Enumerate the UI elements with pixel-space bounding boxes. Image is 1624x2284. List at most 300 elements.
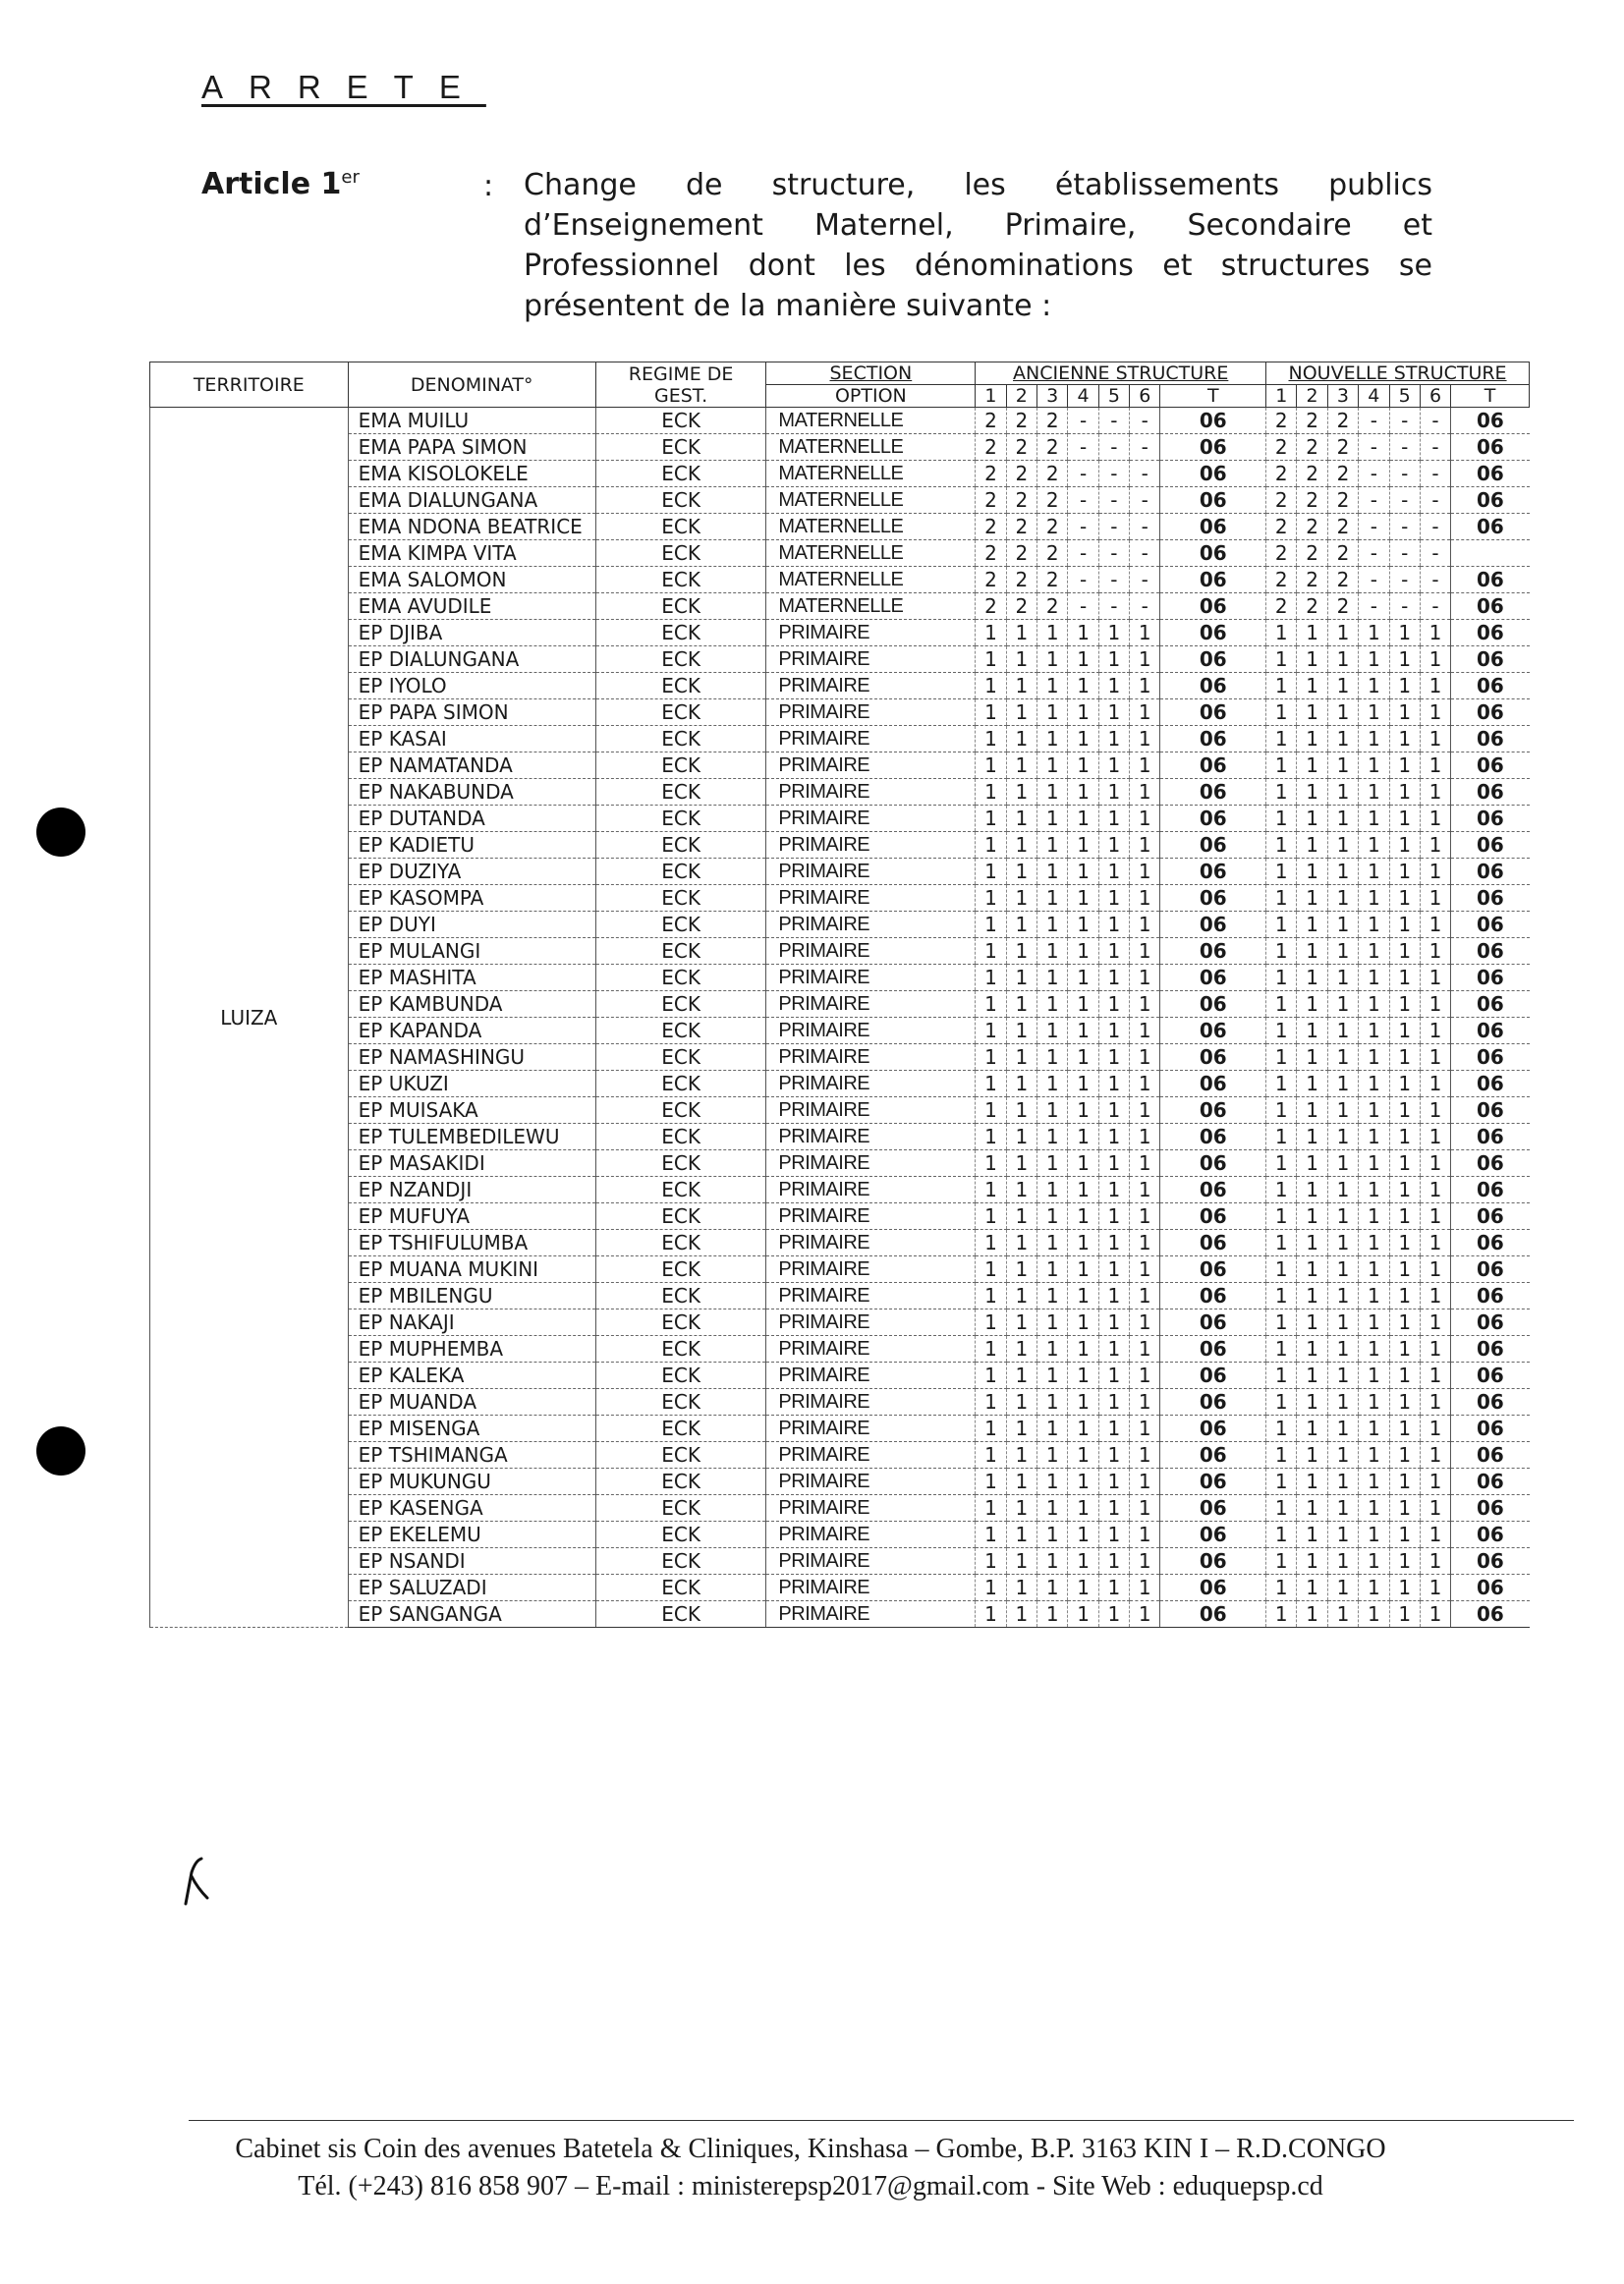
- old-level-cell: 1: [1098, 991, 1129, 1018]
- section-cell: MATERNELLE: [766, 514, 976, 540]
- new-level-cell: -: [1389, 593, 1420, 620]
- new-total-cell: [1451, 540, 1530, 567]
- old-level-cell: 1: [1037, 673, 1068, 699]
- old-level-cell: 1: [976, 620, 1006, 646]
- new-level-cell: 1: [1359, 646, 1389, 673]
- old-level-cell: 1: [1006, 1442, 1036, 1469]
- regime-cell: ECK: [595, 1442, 766, 1469]
- old-level-cell: 1: [1130, 1018, 1160, 1044]
- old-level-cell: 1: [976, 938, 1006, 965]
- old-level-cell: 1: [1130, 1389, 1160, 1416]
- school-name-cell: EP DJIBA: [348, 620, 595, 646]
- table-row: [150, 1575, 1530, 1601]
- new-level-cell: 1: [1266, 779, 1297, 806]
- new-level-cell: 1: [1297, 1124, 1327, 1150]
- new-level-cell: 1: [1266, 912, 1297, 938]
- old-level-cell: 1: [1068, 1230, 1098, 1256]
- old-level-cell: 1: [1098, 673, 1129, 699]
- old-total-cell: 06: [1160, 1283, 1266, 1309]
- header-new-col-6: 6: [1420, 385, 1450, 408]
- new-level-cell: 1: [1297, 1495, 1327, 1522]
- old-level-cell: 1: [1006, 1044, 1036, 1071]
- new-level-cell: 1: [1297, 699, 1327, 726]
- new-level-cell: -: [1389, 408, 1420, 434]
- old-level-cell: 1: [1098, 1522, 1129, 1548]
- new-level-cell: 1: [1389, 938, 1420, 965]
- old-level-cell: 2: [976, 461, 1006, 487]
- new-level-cell: 1: [1420, 1575, 1450, 1601]
- regime-cell: ECK: [595, 1018, 766, 1044]
- regime-cell: ECK: [595, 1203, 766, 1230]
- section-cell: PRIMAIRE: [766, 1230, 976, 1256]
- section-cell: PRIMAIRE: [766, 1495, 976, 1522]
- school-name-cell: EP MBILENGU: [348, 1283, 595, 1309]
- new-level-cell: 1: [1389, 1416, 1420, 1442]
- old-level-cell: 2: [1006, 567, 1036, 593]
- new-level-cell: 1: [1420, 1044, 1450, 1071]
- old-level-cell: 1: [1068, 938, 1098, 965]
- school-name-cell: EP KAMBUNDA: [348, 991, 595, 1018]
- table-row: [150, 832, 1530, 859]
- old-level-cell: 1: [1130, 1203, 1160, 1230]
- new-level-cell: 1: [1327, 1309, 1358, 1336]
- new-level-cell: 1: [1327, 1230, 1358, 1256]
- table-row: [150, 726, 1530, 752]
- old-level-cell: 1: [976, 726, 1006, 752]
- new-level-cell: 1: [1266, 1522, 1297, 1548]
- old-level-cell: 1: [1068, 779, 1098, 806]
- new-level-cell: 1: [1420, 726, 1450, 752]
- new-level-cell: 1: [1327, 912, 1358, 938]
- section-cell: PRIMAIRE: [766, 1363, 976, 1389]
- old-level-cell: 1: [976, 1575, 1006, 1601]
- regime-cell: ECK: [595, 1309, 766, 1336]
- section-cell: PRIMAIRE: [766, 1071, 976, 1097]
- old-level-cell: 1: [1037, 1203, 1068, 1230]
- new-level-cell: 1: [1420, 1124, 1450, 1150]
- section-cell: PRIMAIRE: [766, 832, 976, 859]
- school-name-cell: EP KASENGA: [348, 1495, 595, 1522]
- old-level-cell: 1: [1006, 1416, 1036, 1442]
- old-level-cell: -: [1098, 567, 1129, 593]
- section-cell: PRIMAIRE: [766, 620, 976, 646]
- new-level-cell: 1: [1420, 1097, 1450, 1124]
- table-row: [150, 434, 1530, 461]
- old-level-cell: -: [1068, 461, 1098, 487]
- school-name-cell: EP EKELEMU: [348, 1522, 595, 1548]
- new-level-cell: -: [1389, 567, 1420, 593]
- old-level-cell: 1: [1068, 673, 1098, 699]
- old-total-cell: 06: [1160, 1124, 1266, 1150]
- new-level-cell: 1: [1420, 1363, 1450, 1389]
- new-level-cell: 2: [1266, 593, 1297, 620]
- old-total-cell: 06: [1160, 1018, 1266, 1044]
- table-row: [150, 885, 1530, 912]
- old-level-cell: 1: [976, 779, 1006, 806]
- new-total-cell: 06: [1451, 752, 1530, 779]
- old-level-cell: 1: [1037, 1389, 1068, 1416]
- new-level-cell: 2: [1266, 408, 1297, 434]
- old-level-cell: 1: [976, 1177, 1006, 1203]
- old-level-cell: -: [1130, 434, 1160, 461]
- new-level-cell: -: [1389, 487, 1420, 514]
- old-total-cell: 06: [1160, 1177, 1266, 1203]
- new-level-cell: 1: [1359, 620, 1389, 646]
- old-level-cell: 1: [1068, 859, 1098, 885]
- new-level-cell: -: [1359, 461, 1389, 487]
- new-total-cell: 06: [1451, 673, 1530, 699]
- old-level-cell: 1: [1037, 1044, 1068, 1071]
- new-total-cell: 06: [1451, 885, 1530, 912]
- old-level-cell: 1: [1130, 938, 1160, 965]
- new-level-cell: 1: [1297, 646, 1327, 673]
- new-level-cell: 1: [1359, 726, 1389, 752]
- old-total-cell: 06: [1160, 1336, 1266, 1363]
- new-total-cell: 06: [1451, 567, 1530, 593]
- new-level-cell: 1: [1327, 673, 1358, 699]
- new-level-cell: 1: [1359, 699, 1389, 726]
- new-total-cell: 06: [1451, 938, 1530, 965]
- new-level-cell: 1: [1359, 1469, 1389, 1495]
- regime-cell: ECK: [595, 1469, 766, 1495]
- old-total-cell: 06: [1160, 1309, 1266, 1336]
- regime-cell: ECK: [595, 1230, 766, 1256]
- table-row: [150, 699, 1530, 726]
- section-cell: PRIMAIRE: [766, 938, 976, 965]
- new-level-cell: -: [1359, 540, 1389, 567]
- old-level-cell: 1: [976, 1283, 1006, 1309]
- school-name-cell: EP MUKUNGU: [348, 1469, 595, 1495]
- school-name-cell: EP NSANDI: [348, 1548, 595, 1575]
- new-level-cell: 1: [1359, 1601, 1389, 1628]
- old-level-cell: 1: [1006, 1150, 1036, 1177]
- section-cell: MATERNELLE: [766, 567, 976, 593]
- new-level-cell: 1: [1327, 779, 1358, 806]
- regime-cell: ECK: [595, 752, 766, 779]
- new-level-cell: 1: [1420, 991, 1450, 1018]
- old-level-cell: 1: [1006, 1309, 1036, 1336]
- old-level-cell: -: [1098, 487, 1129, 514]
- old-total-cell: 06: [1160, 1442, 1266, 1469]
- old-level-cell: 1: [1098, 1256, 1129, 1283]
- old-total-cell: 06: [1160, 1522, 1266, 1548]
- new-level-cell: 1: [1297, 1203, 1327, 1230]
- new-level-cell: 1: [1420, 832, 1450, 859]
- old-level-cell: 1: [1130, 806, 1160, 832]
- new-level-cell: 2: [1297, 567, 1327, 593]
- old-level-cell: 1: [1130, 779, 1160, 806]
- new-level-cell: 1: [1420, 1601, 1450, 1628]
- old-level-cell: 1: [1037, 646, 1068, 673]
- new-total-cell: 06: [1451, 1177, 1530, 1203]
- school-name-cell: EMA AVUDILE: [348, 593, 595, 620]
- school-name-cell: EMA PAPA SIMON: [348, 434, 595, 461]
- new-total-cell: 06: [1451, 1071, 1530, 1097]
- table-row: [150, 1124, 1530, 1150]
- old-total-cell: 06: [1160, 1469, 1266, 1495]
- section-cell: PRIMAIRE: [766, 1124, 976, 1150]
- new-total-cell: 06: [1451, 1601, 1530, 1628]
- new-level-cell: 2: [1266, 514, 1297, 540]
- old-level-cell: 1: [1098, 1071, 1129, 1097]
- section-cell: PRIMAIRE: [766, 646, 976, 673]
- new-level-cell: 1: [1297, 1071, 1327, 1097]
- old-level-cell: 1: [976, 1601, 1006, 1628]
- old-level-cell: 1: [976, 1018, 1006, 1044]
- old-level-cell: 1: [1037, 1416, 1068, 1442]
- binder-hole-1: [36, 808, 85, 857]
- new-level-cell: 1: [1327, 1071, 1358, 1097]
- old-level-cell: 2: [1006, 434, 1036, 461]
- old-level-cell: 1: [1098, 912, 1129, 938]
- table-row: [150, 514, 1530, 540]
- new-level-cell: 1: [1297, 859, 1327, 885]
- section-cell: PRIMAIRE: [766, 1601, 976, 1628]
- new-level-cell: 1: [1420, 620, 1450, 646]
- old-level-cell: 1: [1130, 1522, 1160, 1548]
- old-level-cell: 1: [1006, 938, 1036, 965]
- old-total-cell: 06: [1160, 938, 1266, 965]
- new-level-cell: 1: [1359, 1442, 1389, 1469]
- old-level-cell: 1: [976, 1309, 1006, 1336]
- old-level-cell: 1: [1037, 1097, 1068, 1124]
- footer-address: Cabinet sis Coin des avenues Batetela & Cliniques, Kinshasa – Gombe, B.P. 3163 KIN I – R.D.CONGO: [235, 2134, 1386, 2164]
- old-level-cell: 1: [976, 1230, 1006, 1256]
- old-level-cell: 2: [1006, 540, 1036, 567]
- old-level-cell: 1: [1006, 1389, 1036, 1416]
- old-level-cell: 1: [1130, 1416, 1160, 1442]
- new-level-cell: -: [1420, 434, 1450, 461]
- new-total-cell: 06: [1451, 434, 1530, 461]
- new-level-cell: 1: [1327, 752, 1358, 779]
- new-level-cell: 1: [1297, 885, 1327, 912]
- new-level-cell: 1: [1420, 912, 1450, 938]
- new-level-cell: 1: [1420, 885, 1450, 912]
- old-level-cell: 1: [1037, 1442, 1068, 1469]
- new-level-cell: 1: [1389, 832, 1420, 859]
- old-level-cell: -: [1130, 540, 1160, 567]
- regime-cell: ECK: [595, 1177, 766, 1203]
- new-level-cell: 1: [1420, 1203, 1450, 1230]
- old-level-cell: 1: [1068, 806, 1098, 832]
- old-level-cell: -: [1098, 434, 1129, 461]
- old-level-cell: 1: [1130, 965, 1160, 991]
- old-level-cell: 1: [1068, 1389, 1098, 1416]
- new-level-cell: 1: [1389, 859, 1420, 885]
- regime-cell: ECK: [595, 514, 766, 540]
- old-level-cell: -: [1130, 567, 1160, 593]
- new-level-cell: 1: [1389, 1097, 1420, 1124]
- new-level-cell: 1: [1327, 1575, 1358, 1601]
- old-level-cell: 1: [976, 1442, 1006, 1469]
- new-level-cell: 1: [1327, 859, 1358, 885]
- old-level-cell: 1: [1130, 1177, 1160, 1203]
- new-level-cell: 1: [1297, 991, 1327, 1018]
- new-level-cell: 1: [1420, 965, 1450, 991]
- new-level-cell: -: [1389, 434, 1420, 461]
- new-level-cell: 1: [1420, 1389, 1450, 1416]
- table-body: [150, 408, 1530, 1628]
- old-level-cell: 1: [1068, 1416, 1098, 1442]
- new-level-cell: 1: [1389, 1071, 1420, 1097]
- old-level-cell: 1: [1037, 1283, 1068, 1309]
- section-cell: PRIMAIRE: [766, 991, 976, 1018]
- old-level-cell: 1: [1006, 620, 1036, 646]
- new-level-cell: 1: [1327, 1044, 1358, 1071]
- section-cell: PRIMAIRE: [766, 726, 976, 752]
- footer-contact: Tél. (+243) 816 858 907 – E-mail : ministerepsp2017@gmail.com - Site Web : eduquepsp.cd: [298, 2171, 1323, 2201]
- old-level-cell: 1: [976, 1522, 1006, 1548]
- old-total-cell: 06: [1160, 567, 1266, 593]
- old-level-cell: 2: [976, 487, 1006, 514]
- new-level-cell: 1: [1359, 832, 1389, 859]
- old-level-cell: 1: [1098, 1495, 1129, 1522]
- new-level-cell: 1: [1389, 912, 1420, 938]
- table-row: [150, 1416, 1530, 1442]
- new-level-cell: 1: [1266, 1230, 1297, 1256]
- regime-cell: ECK: [595, 646, 766, 673]
- new-level-cell: 1: [1327, 620, 1358, 646]
- new-level-cell: 2: [1327, 461, 1358, 487]
- school-name-cell: EP SANGANGA: [348, 1601, 595, 1628]
- old-level-cell: 1: [1098, 1203, 1129, 1230]
- section-cell: PRIMAIRE: [766, 1150, 976, 1177]
- old-level-cell: 1: [1037, 1177, 1068, 1203]
- new-level-cell: 1: [1266, 1309, 1297, 1336]
- new-level-cell: 1: [1266, 620, 1297, 646]
- new-level-cell: 1: [1389, 965, 1420, 991]
- new-level-cell: -: [1389, 540, 1420, 567]
- school-name-cell: EP TSHIFULUMBA: [348, 1230, 595, 1256]
- new-level-cell: 1: [1266, 646, 1297, 673]
- table-row: [150, 540, 1530, 567]
- table-row: [150, 620, 1530, 646]
- new-level-cell: 1: [1297, 1389, 1327, 1416]
- old-level-cell: 1: [1006, 726, 1036, 752]
- new-level-cell: 1: [1266, 1124, 1297, 1150]
- new-level-cell: 2: [1327, 593, 1358, 620]
- binder-hole-2: [36, 1426, 85, 1476]
- old-level-cell: -: [1068, 434, 1098, 461]
- old-level-cell: 1: [1068, 1336, 1098, 1363]
- old-level-cell: -: [1068, 567, 1098, 593]
- new-level-cell: 2: [1297, 434, 1327, 461]
- new-level-cell: 1: [1266, 1469, 1297, 1495]
- new-total-cell: 06: [1451, 806, 1530, 832]
- old-level-cell: 1: [1006, 1203, 1036, 1230]
- new-level-cell: 1: [1266, 1363, 1297, 1389]
- new-level-cell: 1: [1359, 1309, 1389, 1336]
- school-name-cell: EP MASHITA: [348, 965, 595, 991]
- table-row: [150, 1389, 1530, 1416]
- new-level-cell: 1: [1297, 1309, 1327, 1336]
- table-row: [150, 1283, 1530, 1309]
- old-level-cell: 1: [1130, 673, 1160, 699]
- old-level-cell: 1: [1006, 752, 1036, 779]
- school-name-cell: EP MUFUYA: [348, 1203, 595, 1230]
- old-level-cell: 1: [1098, 1177, 1129, 1203]
- old-level-cell: 2: [1037, 514, 1068, 540]
- old-level-cell: 1: [1006, 1469, 1036, 1495]
- old-level-cell: 1: [1068, 1044, 1098, 1071]
- old-level-cell: 1: [1098, 1150, 1129, 1177]
- new-level-cell: -: [1420, 461, 1450, 487]
- new-total-cell: 06: [1451, 699, 1530, 726]
- old-total-cell: 06: [1160, 1230, 1266, 1256]
- school-name-cell: EP MASAKIDI: [348, 1150, 595, 1177]
- old-level-cell: 1: [1037, 1601, 1068, 1628]
- old-level-cell: 1: [1130, 1309, 1160, 1336]
- new-level-cell: 1: [1359, 1256, 1389, 1283]
- section-cell: MATERNELLE: [766, 540, 976, 567]
- old-level-cell: 1: [1068, 1150, 1098, 1177]
- new-total-cell: 06: [1451, 593, 1530, 620]
- old-level-cell: 1: [1006, 1495, 1036, 1522]
- old-level-cell: 1: [1006, 859, 1036, 885]
- table-row: [150, 859, 1530, 885]
- section-cell: PRIMAIRE: [766, 965, 976, 991]
- old-level-cell: 1: [976, 646, 1006, 673]
- new-level-cell: 1: [1389, 1575, 1420, 1601]
- table-row: [150, 487, 1530, 514]
- new-level-cell: 1: [1359, 885, 1389, 912]
- regime-cell: ECK: [595, 965, 766, 991]
- new-level-cell: 1: [1297, 1097, 1327, 1124]
- regime-cell: ECK: [595, 408, 766, 434]
- new-total-cell: 06: [1451, 1230, 1530, 1256]
- new-level-cell: 1: [1420, 1469, 1450, 1495]
- new-level-cell: 1: [1389, 1150, 1420, 1177]
- old-level-cell: 1: [1006, 1256, 1036, 1283]
- school-name-cell: EMA KIMPA VITA: [348, 540, 595, 567]
- regime-cell: ECK: [595, 540, 766, 567]
- new-level-cell: 1: [1389, 1256, 1420, 1283]
- table-row: [150, 1097, 1530, 1124]
- school-name-cell: EP MUISAKA: [348, 1097, 595, 1124]
- new-level-cell: 1: [1297, 912, 1327, 938]
- old-level-cell: 1: [1098, 1363, 1129, 1389]
- new-total-cell: 06: [1451, 1495, 1530, 1522]
- new-total-cell: 06: [1451, 1442, 1530, 1469]
- new-level-cell: 2: [1266, 461, 1297, 487]
- old-level-cell: 1: [1130, 1575, 1160, 1601]
- old-total-cell: 06: [1160, 434, 1266, 461]
- table-row: [150, 912, 1530, 938]
- new-level-cell: 1: [1359, 779, 1389, 806]
- new-level-cell: 1: [1359, 1283, 1389, 1309]
- new-total-cell: 06: [1451, 912, 1530, 938]
- old-level-cell: 1: [1130, 1601, 1160, 1628]
- old-level-cell: 1: [976, 1124, 1006, 1150]
- old-level-cell: 1: [1098, 885, 1129, 912]
- table-row: [150, 991, 1530, 1018]
- new-level-cell: 1: [1359, 806, 1389, 832]
- section-cell: PRIMAIRE: [766, 1336, 976, 1363]
- new-level-cell: 1: [1297, 1283, 1327, 1309]
- header-ancienne: ANCIENNE STRUCTURE: [976, 362, 1266, 385]
- new-level-cell: 2: [1297, 593, 1327, 620]
- new-level-cell: 1: [1389, 991, 1420, 1018]
- new-level-cell: 1: [1266, 1097, 1297, 1124]
- new-level-cell: 1: [1420, 1150, 1450, 1177]
- article-label: [201, 167, 360, 201]
- old-level-cell: 1: [1130, 1336, 1160, 1363]
- new-level-cell: 1: [1266, 1044, 1297, 1071]
- school-name-cell: EP DIALUNGANA: [348, 646, 595, 673]
- old-level-cell: 1: [1068, 965, 1098, 991]
- new-level-cell: 1: [1266, 1601, 1297, 1628]
- old-level-cell: 1: [976, 859, 1006, 885]
